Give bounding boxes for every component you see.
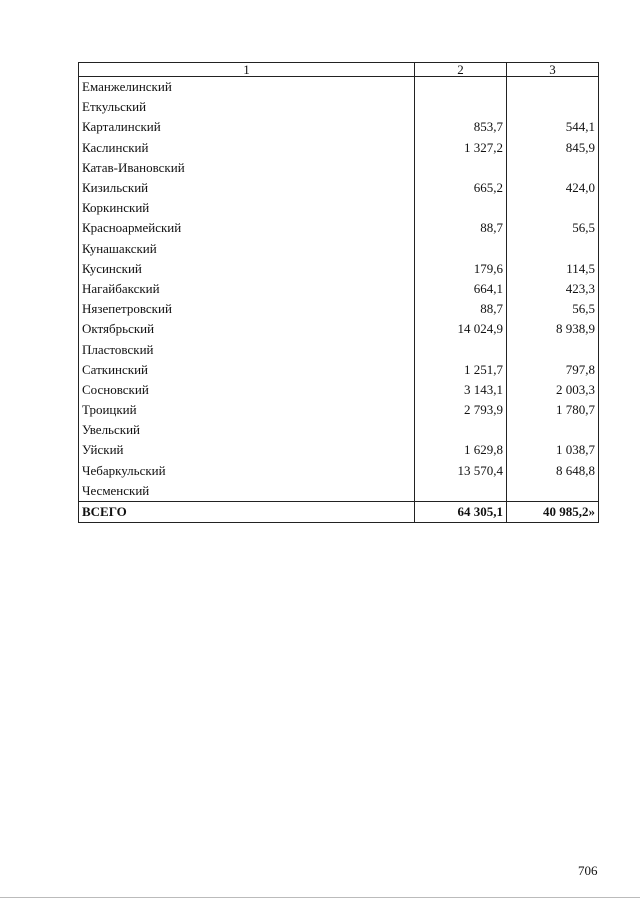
table-row	[79, 420, 599, 440]
table-row	[79, 339, 599, 359]
total-label: ВСЕГО	[79, 501, 415, 522]
value-col-3	[507, 239, 599, 259]
header-row	[79, 63, 599, 77]
value-col-2	[415, 339, 507, 359]
column-header-2: 2	[415, 63, 507, 77]
region-name: Коркинский	[79, 198, 415, 218]
value-col-2	[415, 239, 507, 259]
column-header-3: 3	[507, 63, 599, 77]
value-col-2: 853,7	[415, 117, 507, 137]
table-row	[79, 259, 599, 279]
page-number: 706	[578, 863, 598, 878]
table-row	[79, 319, 599, 339]
region-name: Уйский	[79, 440, 415, 460]
value-col-3: 423,3	[507, 279, 599, 299]
value-col-2	[415, 481, 507, 502]
value-col-2: 88,7	[415, 299, 507, 319]
region-name: Еткульский	[79, 97, 415, 117]
value-col-3	[507, 481, 599, 502]
value-col-3: 1 038,7	[507, 440, 599, 460]
region-name: Саткинский	[79, 360, 415, 380]
table-row	[79, 239, 599, 259]
value-col-3	[507, 420, 599, 440]
region-name: Троицкий	[79, 400, 415, 420]
value-col-3: 424,0	[507, 178, 599, 198]
value-col-3: 8 938,9	[507, 319, 599, 339]
value-col-2	[415, 420, 507, 440]
table-row	[79, 461, 599, 481]
value-col-2: 14 024,9	[415, 319, 507, 339]
table-row	[79, 97, 599, 117]
table-row	[79, 380, 599, 400]
region-name: Еманжелинский	[79, 77, 415, 98]
value-col-2: 3 143,1	[415, 380, 507, 400]
total-value-3: 40 985,2»	[507, 501, 599, 522]
value-col-2: 1 251,7	[415, 360, 507, 380]
table-row	[79, 117, 599, 137]
region-name: Чесменский	[79, 481, 415, 502]
region-name: Сосновский	[79, 380, 415, 400]
column-header-1: 1	[79, 63, 415, 77]
table-row	[79, 218, 599, 238]
table-row	[79, 77, 599, 98]
region-name: Чебаркульский	[79, 461, 415, 481]
value-col-2: 13 570,4	[415, 461, 507, 481]
table-row	[79, 299, 599, 319]
region-name: Пластовский	[79, 339, 415, 359]
region-name: Красноармейский	[79, 218, 415, 238]
value-col-2: 665,2	[415, 178, 507, 198]
value-col-2: 88,7	[415, 218, 507, 238]
table-row	[79, 279, 599, 299]
table-row	[79, 198, 599, 218]
region-name: Кусинский	[79, 259, 415, 279]
table-row	[79, 138, 599, 158]
region-name: Кизильский	[79, 178, 415, 198]
value-col-2	[415, 77, 507, 98]
value-col-3: 845,9	[507, 138, 599, 158]
table-body	[79, 77, 599, 502]
value-col-3: 544,1	[507, 117, 599, 137]
total-value-2: 64 305,1	[415, 501, 507, 522]
value-col-2: 179,6	[415, 259, 507, 279]
region-name: Нагайбакский	[79, 279, 415, 299]
value-col-3: 56,5	[507, 218, 599, 238]
value-col-3: 56,5	[507, 299, 599, 319]
table-row	[79, 360, 599, 380]
value-col-3: 2 003,3	[507, 380, 599, 400]
value-col-3: 797,8	[507, 360, 599, 380]
region-name: Нязепетровский	[79, 299, 415, 319]
value-col-3	[507, 97, 599, 117]
value-col-3: 114,5	[507, 259, 599, 279]
table-row	[79, 178, 599, 198]
value-col-2	[415, 97, 507, 117]
value-col-3	[507, 158, 599, 178]
value-col-2	[415, 158, 507, 178]
region-name: Кунашакский	[79, 239, 415, 259]
region-name: Катав-Ивановский	[79, 158, 415, 178]
scan-edge-line	[0, 897, 640, 898]
region-name: Октябрьский	[79, 319, 415, 339]
value-col-3: 8 648,8	[507, 461, 599, 481]
table-row	[79, 158, 599, 178]
value-col-2	[415, 198, 507, 218]
value-col-3	[507, 198, 599, 218]
value-col-2: 1 629,8	[415, 440, 507, 460]
region-name: Увельский	[79, 420, 415, 440]
region-name: Каслинский	[79, 138, 415, 158]
data-table	[78, 62, 599, 523]
table-row	[79, 400, 599, 420]
table-row	[79, 440, 599, 460]
total-row	[79, 501, 599, 522]
value-col-2: 664,1	[415, 279, 507, 299]
value-col-2: 1 327,2	[415, 138, 507, 158]
region-name: Карталинский	[79, 117, 415, 137]
value-col-3	[507, 77, 599, 98]
value-col-2: 2 793,9	[415, 400, 507, 420]
value-col-3	[507, 339, 599, 359]
value-col-3: 1 780,7	[507, 400, 599, 420]
table-row	[79, 481, 599, 502]
